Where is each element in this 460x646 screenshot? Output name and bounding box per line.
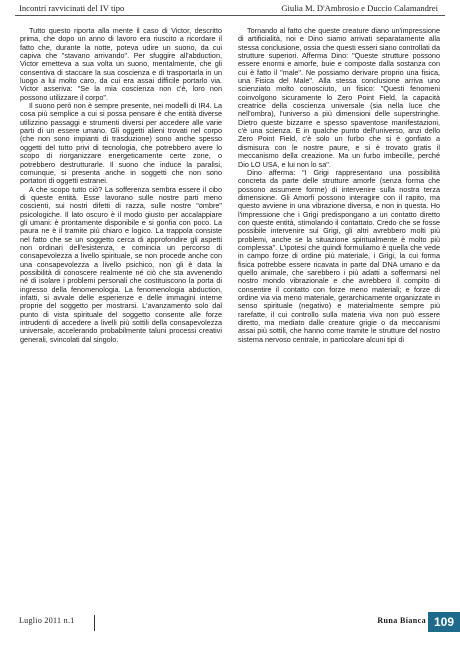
- paragraph: Il suono però non è sempre presente, nei modelli di IR4. La cosa più semplice a cui si possa pensare è che entità diverse utilizzino passaggi e strumenti diversi per accedere alle varie parti di un essere umano. Gli oggetti alieni trovati nel corpo (che non sono impianti di trasduzione) sono anche spesso oggetti del tutto privi di tecnologia, che potrebbero avere lo scopo di riorganizzare energeticamente certe zone, o potrebbero destrutturarle. Il suono che induce la paralisi, comunque, si presenta anche in soggetti che non sono portatori di oggetti estranei.: [20, 101, 222, 186]
- issue-info: [19, 616, 75, 625]
- issue-date: Luglio 2011: [19, 616, 62, 625]
- right-text-column: [238, 27, 440, 607]
- paragraph: Tornando al fatto che queste creature diano un'impressione di artificialità, noi e Dino siamo arrivati separatamente alla stessa conclusione, ossia che questi esseri siano controllati da strutture superiori. Afferma Dino: "Queste strutture possono essere enormi e amorfe, buie e composte dalla sostanza con cui è fatto il "male". Ne possiamo derivare proprio una fisica, una Fisica del Male". Alla stessa conclusione arriva uno scienziato molto conosciuto, un fisico: "Questi fenomeni coinvolgono sicuramente lo Zero Point Field, la capacità creatrice della coscienza universale (sia nella luce che nell'ombra), l'universo a più dimensioni delle superstringhe. Dietro queste bizzarre e spesso spaventose manifestazioni, c'è una scienza. E in qualche punto dell'universo, anzi dello Zero Point Field, c'è solo un furbo che si è gonfiato a dismisura con le nostre paure, e si è trovato gratis il meccanismo della creazione. Ma un furbo imbecille, perché Dio LO USA, e lui non lo sa".: [238, 27, 440, 169]
- left-text-column: [20, 27, 222, 607]
- paragraph: A che scopo tutto ciò? La sofferenza sembra essere il cibo di queste entità. Esse lavorano sulle nostre parti meno coscienti, sui nostri difetti di razza, sulle nostre "ombre" psicologiche. Il lato oscuro è il modo giusto per accalappiare gli umani: è prontamente disponibile e si gonfia con poco. La paura ne è il tramite più chiaro e logico. La trappola consiste nel fatto che se un soggetto cerca di approfondire gli aspetti non ordinari dell'esistenza, e comincia un percorso di consapevolezza a livello spirituale, se non procede anche con una consapevolezza a livello psichico, non gli è data la possibilità di conoscere realmente né ciò che sta avvenendo né di isolare i problemi personali che costituiscono la porta di ingresso della fenomenologia. La fenomenologia abduction, infatti, si avvale delle esperienze e delle immagini interne proprie del soggetto per mostrarsi. L'avanzamento solo dal punto di vista spirituale del soggetto consente alle forze intrudenti di accedere a livelli più sottili della consapevolezza universale, accelerando probabilmente taluni processi creativi generali, svincolati dal singolo.: [20, 184, 222, 344]
- page-footer: [0, 598, 460, 646]
- paragraph: Dino afferma: "I Grigi rappresentano una possibilità concreta da parte delle strutture amorfe (senza forma che possono assumere forme) di intervenire sulla nostra terza dimensione. Gli Amorfi possono interagire con il rapito, ma questo avviene in una vibrazione diversa, e non in questa. Ho l'impressione che i Grigi predispongano a un contatto diretto con queste entità, stimolando il contattato. Credo che se fosse possibile intervenire sui Grigi, gli altri avrebbero molti più problemi, anche se la situazione spiritualmente è molto più complessa". L'ipotesi che quindi formuliamo è quella che vede in campo forze di ordine più materiale, i Grigi, la cui forma fisica potrebbe essere ricavata in parte dal DNA umano e da quello animale, che sarebbero i più adatti a soffermarsi nel nostro mondo vibrazionale e che avrebbero il compito di consentire il contatto con forze meno materiali; e forze di ordine via via meno materiale, gerarchicamente organizzate in senso spirituale (negativo) e materialmente sempre più rarefatte, il cui controllo sulla materia viva non può essere diretto, ma mediato dalle creature grigie o da meccanismi assai più sottili, che hanno come tramite le strutture del nostro sistema nervoso centrale, in particolare alcuni tipi di: [238, 167, 440, 344]
- article-title: Incontri ravvicinati del IV tipo: [19, 3, 125, 13]
- page-number-badge: 109: [428, 612, 460, 632]
- article-authors: Giulia M. D'Ambrosio e Duccio Calamandrei: [281, 3, 438, 13]
- page-header: [0, 2, 460, 16]
- header-divider: [15, 15, 445, 16]
- magazine-name: Runa Bianca: [377, 616, 426, 625]
- paragraph: Tutto questo riporta alla mente il caso di Victor, descritto prima, che dopo un anno di lavoro era riuscito a ricordare il fatto che, durante la notte, poteva udire un suono, da cui capiva che "stavano arrivando". Per sfuggire all'abduction, Victor emetteva a sua volta un suono, mentalmente, che gli consentiva di staccare la sua coscienza e di trasportarla in un luogo a lui molto caro, da cui era assai difficile portarlo via. Victor asseriva: "Se la mia coscienza non c'è, loro non possono utilizzare il corpo".: [20, 27, 222, 102]
- issue-number: n.1: [63, 616, 75, 625]
- footer-divider: [94, 615, 95, 631]
